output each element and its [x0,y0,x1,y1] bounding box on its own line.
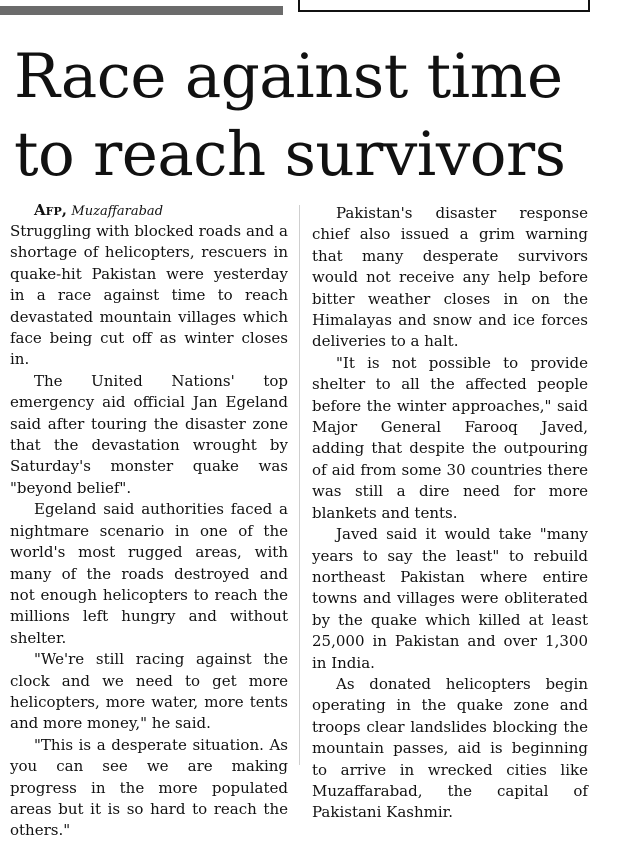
paragraph-5: "This is a desperate situation. As you can see we are making progress in the more populated areas but it is so hard to reach the others." [10,735,288,840]
paragraph-4: "We're still racing against the clock and we need to get more helicopters, more water, more tents and more money," he said. [10,650,288,733]
column-divider [299,205,300,765]
paragraph-2: The United Nations' top emergency aid official Jan Egeland said after touring the disaster zone that the devastation wrought by Saturday's monster quake was "beyond belief". [10,371,288,497]
top-rule-bar [0,6,283,15]
byline-place: Muzaffarabad [71,204,164,219]
column-right [312,203,588,824]
headline-line-1: Race against time [14,41,563,112]
paragraph-7: "It is not possible to provide shelter to all the affected people before the winter approaches," said Major General Farooq Javed, adding that despite the outpouring of aid from some 30 countries there was still a dire need for more blankets and tents. [312,353,588,522]
byline [10,201,288,221]
paragraph-6: Pakistan's disaster response chief also issued a grim warning that many desperate survivors would not receive any help before bitter weather closes in on the Himalayas and snow and ice forces deliveries to a halt. [312,204,588,351]
headline [14,38,614,194]
byline-agency: Afp, [34,201,67,219]
top-box-frame [298,0,590,12]
paragraph-1: Struggling with blocked roads and a shortage of helicopters, rescuers in quake-hit Pakistan were yesterday in a race against time to reach devastated mountain villages which face being cut off as winter closes in. [10,222,288,369]
paragraph-3: Egeland said authorities faced a nightmare scenario in one of the world's most rugged areas, with many of the roads destroyed and not enough helicopters to reach the millions left hungry and without shelter. [10,500,288,647]
headline-line-2: to reach survivors [14,119,566,190]
paragraph-8: Javed said it would take "many years to say the least" to rebuild northeast Pakistan where entire towns and villages were obliterated by the quake which killed at least 25,000 in Pakistan and over 1,300 in India. [312,525,588,672]
paragraph-9: As donated helicopters begin operating in the quake zone and troops clear landslides blocking the mountain passes, aid is beginning to arrive in wrecked cities like Muzaffarabad, the capital of Pakistani Kashmir. [312,674,588,822]
column-left [10,201,288,842]
